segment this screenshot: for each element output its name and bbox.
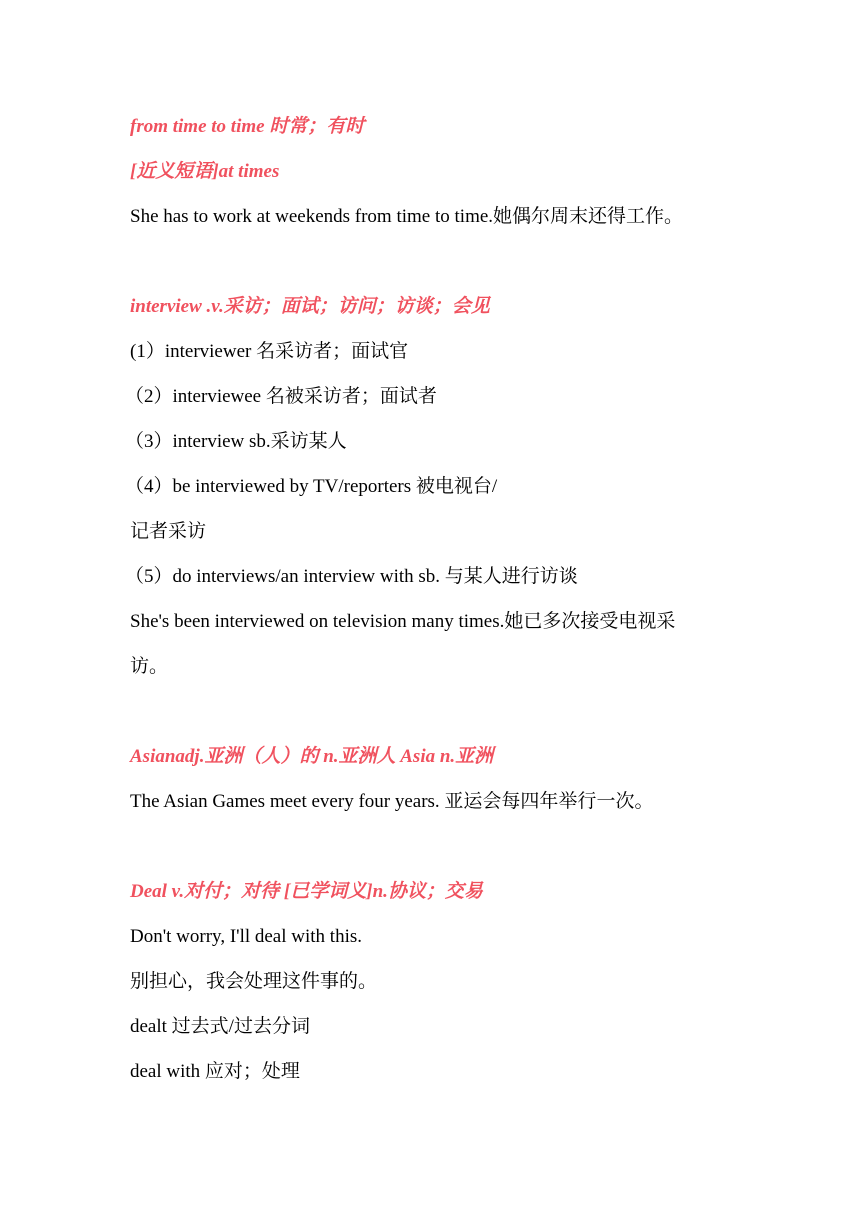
list-item: (1）interviewer 名采访者；面试官: [130, 341, 409, 362]
example-sentence-continuation: 访。: [130, 656, 169, 677]
list-item: （2）interviewee 名被采访者；面试者: [125, 386, 437, 407]
example-translation: 别担心，我会处理这件事的。: [130, 971, 378, 992]
list-item: （4）be interviewed by TV/reporters 被电视台/: [125, 476, 498, 497]
word-heading-asian: Asianadj.亚洲（人）的 n.亚洲人 Asia n.亚洲: [130, 746, 494, 767]
list-item: （5）do interviews/an interview with sb. 与某人进行访谈: [125, 566, 578, 587]
synonym-note: [近义短语]at times: [130, 161, 280, 182]
example-sentence: Don't worry, I'll deal with this.: [130, 926, 362, 947]
word-heading-interview: interview .v.采访；面试；访问；访谈；会见: [130, 296, 490, 317]
example-sentence: She has to work at weekends from time to time.她偶尔周末还得工作。: [130, 206, 684, 227]
example-sentence: She's been interviewed on television many times.她已多次接受电视采: [130, 611, 676, 632]
example-sentence: The Asian Games meet every four years. 亚运会每四年举行一次。: [130, 791, 654, 812]
verb-forms-note: dealt 过去式/过去分词: [130, 1016, 310, 1037]
phrase-note: deal with 应对；处理: [130, 1061, 300, 1082]
list-item: （3）interview sb.采访某人: [125, 431, 347, 452]
list-item-continuation: 记者采访: [130, 521, 207, 542]
phrase-heading-from-time-to-time: from time to time 时常；有时: [130, 116, 365, 137]
word-heading-deal: Deal v.对付；对待 [已学词义]n.协议；交易: [130, 881, 483, 902]
